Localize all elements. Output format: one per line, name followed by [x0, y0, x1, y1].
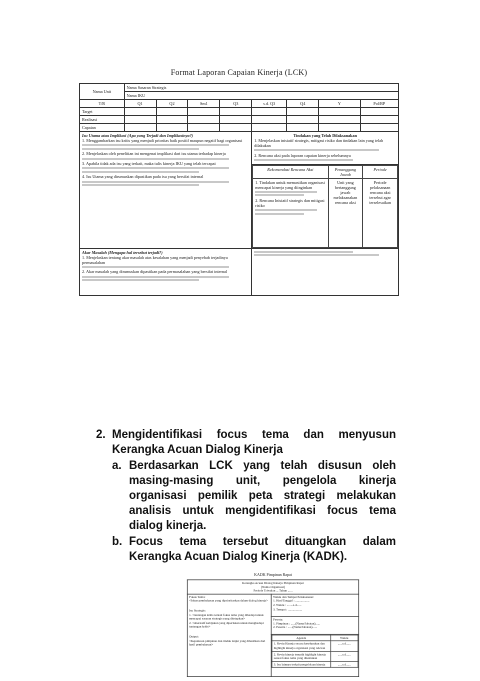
agenda-cell — [271, 634, 358, 676]
list-item-text: Focus tema tersebut dituangkan dalam Kerangka Acuan Dialog Kinerja (KADK). — [129, 536, 396, 563]
isu-line: 4. Isu Utama yang dirumuskan dipastikan pada isu yang bersifat internal — [82, 174, 204, 180]
output-label: Output: — [189, 634, 199, 639]
kadk-form-image — [187, 573, 359, 677]
table-row — [272, 641, 358, 651]
agenda-item: 2. Reviu kinerja tematik highlight kinerja sesuai fokus tema yang ditentukan — [272, 651, 330, 661]
akar-masalah-cell — [80, 248, 252, 295]
row-label: Target — [80, 108, 125, 116]
fokus-label: Fokus Tema: — [189, 595, 206, 599]
peserta-line: 1. Pimpinan : ......(Nama/Jabatan)...... — [273, 621, 321, 626]
tindakan-line: 1. Menjelaskan inisiatif strategis, mitigasi risiko dan tindakan lain yang telah dilakukan — [254, 138, 384, 148]
isu-line: 2. Menjelaskan oleh penelitian ini mengenai implikasi dari isu utama terhadap kinerja — [82, 151, 226, 157]
akar-masalah-title: Akar Masalah (Mengapa hal tersebut terjadi?) — [82, 249, 163, 255]
list-item-2 — [96, 428, 396, 458]
header-cell: Sm1 — [188, 100, 220, 108]
header-cell: Q1 — [124, 100, 156, 108]
agenda-item: 1. Reviu Kinerja secara keseluruhan dan highlight kinerja organisasi yang relevan — [272, 641, 330, 651]
table-row — [80, 116, 399, 124]
row-label: Capaian — [80, 124, 125, 132]
rekomendasi-table — [252, 165, 398, 248]
list-letter: a. — [112, 460, 122, 472]
isu-line: 2. <alternatif kebijakan yang diperlukan untuk menghadapi tantangan kritis> — [189, 620, 264, 629]
penanggung-content: Unit yang bertanggung jawab melaksanakan rencana aksi — [328, 178, 363, 247]
peserta-cell — [271, 617, 358, 635]
isu-line: 1. Menggambarkan isu kritis yang menjadi prioritas baik positif maupun negatif bagi organisasi — [82, 138, 243, 143]
agenda-time: ......s.d...... — [330, 651, 358, 661]
header-cell: Pol/RP — [360, 100, 398, 108]
table-row — [272, 651, 358, 661]
akar-side-cell — [252, 248, 399, 295]
akar-line: 1. Menjelaskan tentang akar masalah atas kesalahan yang menjadi penyebab terjadinya permasalahan — [82, 254, 228, 265]
agenda-item: 3. Isu lainnya terkait pengelolaan kinerja — [272, 661, 330, 667]
isu-utama-cell — [80, 132, 252, 249]
periode-content: Periode pelaksanaan rencana aksi tersebut agar terselesaikan — [363, 178, 398, 247]
kadk-title-cell — [187, 580, 358, 594]
kadk-left-cell — [187, 594, 271, 676]
list-item-text: Berdasarkan LCK yang telah disusun oleh masing-masing unit, pengelola kinerja organisasi pemilik peta strategi melakukan analisis untuk mengidentifikasi focus tema dialog kinerja. — [129, 460, 396, 532]
output-text: <Keputusan pimpinan dan tindak lanjut yang dihasilkan dari hasil pembahasan> — [189, 638, 266, 647]
isu-label: Isu Strategis: — [189, 608, 206, 613]
penanggung-header: Penanggung Jawab — [328, 165, 363, 178]
agenda-table — [272, 635, 359, 668]
header-cell: Y — [319, 100, 360, 108]
isu-line: 1. <tantangan kritis terkait fokus tema yang dihadapi untuk mencapai sasaran strategis yang ditetapkan> — [189, 612, 264, 621]
tindakan-cell — [252, 132, 399, 249]
peserta-line: 2. Peserta : ......(Nama/Jabatan)...... — [273, 625, 318, 630]
tindakan-title: Tindakan yang Telah Dilaksanakan — [293, 133, 357, 138]
list-letter: b. — [112, 536, 123, 548]
lck-form-title: Format Laporan Capaian Kinerja (LCK) — [170, 68, 308, 77]
nama-iku-cell: Nama IKU — [124, 92, 398, 100]
kadk-table — [187, 579, 359, 676]
agenda-time: ......s.d...... — [330, 661, 358, 667]
rekomendasi-header: Rekomendasi Rencana Aksi — [253, 165, 328, 178]
kadk-period: Periode Triwulan ... Tahun ...... — [253, 588, 293, 593]
waktu-line: 1. Hari/Tanggal : .................. — [273, 599, 310, 603]
table-row — [272, 661, 358, 667]
waktu-tempat-cell — [271, 594, 358, 617]
table-row — [80, 108, 399, 116]
waktu-line: 3. Tempat : .................. — [273, 607, 303, 611]
list-item-a — [112, 459, 396, 534]
lck-table — [79, 83, 399, 296]
waktu-line: 2. Waktu : ........s.d...... — [273, 603, 302, 607]
kadk-org: (Nama Organisasi) — [261, 584, 285, 589]
nama-sasaran-cell: Nama Sasaran Strategis — [124, 84, 398, 92]
list-number: 2. — [96, 429, 106, 441]
list-item-text: Mengidentifikasi focus tema dan menyusun Kerangka Acuan Dialog Kinerja — [112, 429, 396, 456]
table-row — [80, 124, 399, 132]
header-cell: Q4 — [287, 100, 319, 108]
isu-utama-title: Isu Utama atau Implikasi (Apa yang Terjadi dan Implikasinya?) — [82, 133, 194, 138]
agenda-header: Agenda — [272, 635, 330, 641]
akar-line: 2. Akar masalah yang dirumuskan dipastikan pada permasalahan yang bersifat internal — [82, 269, 228, 275]
kadk-caption: KADK Pimpinan Rapat — [254, 573, 292, 578]
agenda-waktu-header: Waktu — [330, 635, 358, 641]
waktu-title: Waktu dan Tempat Pelaksanaan: — [273, 595, 314, 599]
rekomendasi-content — [253, 178, 328, 247]
rekomendasi-line: 2. Rencana Inisiatif strategis dan mitigasi risiko — [255, 197, 325, 208]
header-cell: T/R — [80, 100, 125, 108]
periode-header: Periode — [363, 165, 398, 178]
kadk-title: Kerangka Acuan Dialog Kinerja Pimpinan Rapat — [242, 580, 304, 585]
header-cell: s.d. Q3 — [252, 100, 287, 108]
fokus-text: <fokus pembahasan yang diprioritaskan dalam dialog kinerja> — [189, 599, 268, 603]
tindakan-line: 2. Rencana aksi pada laporan capaian kinerja sebelumnya — [254, 152, 351, 158]
body-text — [96, 428, 396, 565]
nama-unit-cell: Nama Unit — [80, 84, 125, 100]
isu-line: 3. Apabila tidak ada isu yang terkait, maka tulis kinerja IKU yang telah tercapai — [82, 160, 216, 166]
agenda-time: ......s.d...... — [330, 641, 358, 651]
header-cell: Q2 — [156, 100, 188, 108]
list-item-b — [112, 535, 396, 565]
rekomendasi-line: 1. Tindakan untuk memastikan organisasi mencapai kinerja yang diinginkan — [255, 179, 325, 190]
row-label: Realisasi — [80, 116, 125, 124]
peserta-title: Peserta: — [273, 617, 284, 622]
lck-header-row — [80, 100, 399, 108]
lck-form-image — [79, 68, 399, 296]
header-cell: Q3 — [220, 100, 252, 108]
